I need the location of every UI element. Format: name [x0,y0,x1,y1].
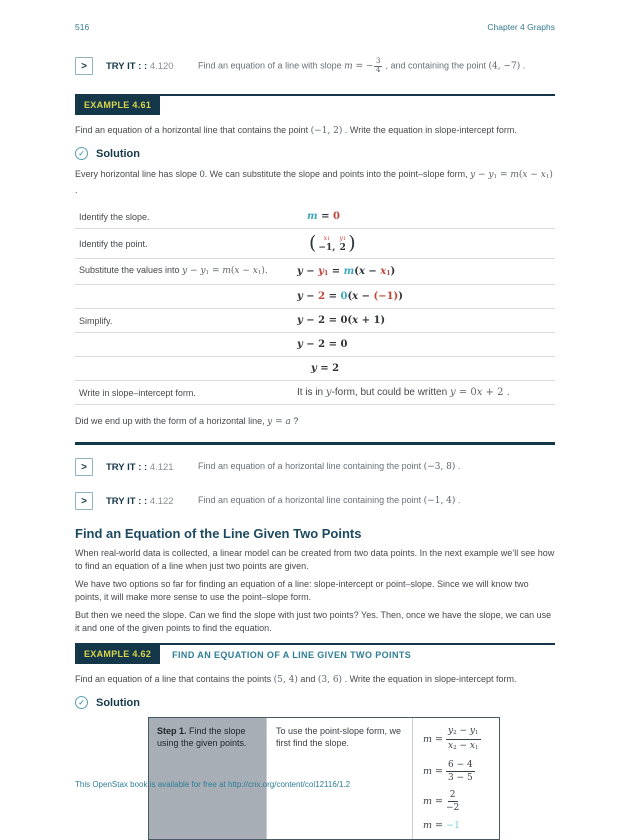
fraction: $\frac{6 - 4}{3 - 5}$ [448,760,473,783]
tryit-label: TRY IT : : [106,461,148,473]
page-header [75,22,555,32]
work-row-label: Substitute the values into y − y1 = m(x − x1). [79,265,268,276]
section-paragraphs [75,547,555,634]
step-label-bold: Step 1. [157,726,187,736]
chevron-glyph: > [81,461,87,473]
work-row-math: y − 2 = 0(x + 1) [297,315,386,326]
example-62-title: FIND AN EQUATION OF A LINE GIVEN TWO POINTS [172,649,412,660]
paragraph: But then we need the slope. Can we find the slope with just two points? Yes. Then, once we have the slope, we can use it and one of the given points to find the equation. [75,610,552,633]
work-table-row [75,357,555,381]
work-table-row [75,285,555,309]
section-heading: Find an Equation of the Line Given Two Points [75,526,362,541]
work-row-math [297,234,555,253]
chevron-glyph: > [81,60,87,72]
tryit-4-122[interactable] [75,491,555,511]
chevron-glyph: > [81,495,87,507]
work-table [75,205,555,405]
solution-label: Solution [96,696,140,709]
example-61-intro: Every horizontal line has slope 0. We can substitute the slope and points into the point–slope form, y − y1 = m(x − x1) . [75,169,553,195]
check-circle-icon [75,147,88,160]
step-math-cell [412,718,497,839]
step-math-line: m = −1 [423,820,461,831]
point-pair: ( x1 −1, y1 2 ) [309,232,356,254]
tryit-number: 4.120 [149,60,174,72]
chevron-right-icon[interactable] [75,458,93,476]
page-number: 516 [75,22,90,32]
solution-heading-61 [75,147,555,160]
tryit-heading [106,462,182,473]
work-row-label: Identify the slope. [79,211,150,222]
tryit-4-120[interactable] [75,56,555,76]
tryit-number: 4.121 [149,461,174,473]
inline-fraction: $\frac{3}{4}$ [375,57,381,74]
fraction: $\frac{2}{-2}$ [446,790,460,813]
work-table-row [75,259,555,285]
work-row-math: y − y1 = m(x − x1) [297,265,396,278]
solution-heading-62 [75,696,555,709]
fraction: $\frac{y2 - y1}{x2 - x1}$ [448,726,479,751]
paragraph: When real-world data is collected, a linear model can be created from two data points. In the next example we’ll see how to find an equation of a line when just two points are given. [75,548,555,571]
example-61-header [75,94,555,115]
footer-link[interactable]: This OpenStax book is available for free at http://cnx.org/content/col12116/1.2 [75,780,351,789]
tryit-number: 4.122 [149,495,174,507]
chevron-right-icon[interactable] [75,57,93,75]
tryit-4-121[interactable] [75,457,555,477]
work-row-math: y − 2 = 0 [297,339,348,350]
work-table-row [75,229,555,259]
work-table-row [75,381,555,405]
check-glyph: ✓ [78,698,85,707]
step-label-cell [149,718,266,839]
work-row-math: y = 2 [311,363,340,374]
work-row-math: m = 0 [307,211,340,222]
tryit-description: Find an equation of a horizontal line containing the point (−1, 4) . [198,495,461,506]
work-table-row [75,333,555,357]
example-62-badge: EXAMPLE 4.62 [75,645,160,664]
example-61-closing: Did we end up with the form of a horizontal line, y = a ? [75,416,299,427]
section-divider [75,442,555,445]
tryit-heading [106,61,182,72]
tryit-description: Find an equation of a horizontal line containing the point (−3, 8) . [198,461,461,472]
work-table-row [75,205,555,229]
step-math-line: m = $\frac{6 - 4}{3 - 5}$ [423,760,473,783]
work-table-row [75,309,555,333]
step-math-line: m = $\frac{2}{-2}$ [423,790,460,813]
step-explain-cell: To use the point-slope form, we first find the slope. [266,718,412,839]
example-61-badge: EXAMPLE 4.61 [75,96,160,115]
work-row-math: It is in y-form, but could be written y = 0x + 2 . [297,387,510,398]
paragraph: We have two options so far for finding an equation of a line: slope-intercept or point–slope. Since we will know two points, it will make more sense to use the point–slope form. [75,579,529,602]
step-table [148,717,500,840]
check-circle-icon [75,696,88,709]
chevron-right-icon[interactable] [75,492,93,510]
example-62-statement: Find an equation of a line that contains the points (5, 4) and (3, 6) . Write the equation in slope-intercept form. [75,674,517,685]
step-math-line: m = $\frac{y2 - y1}{x2 - x1}$ [423,726,479,751]
work-row-math: y − 2 = 0(x − (−1)) [297,291,404,302]
tryit-label: TRY IT : : [106,60,148,72]
tryit-description: Find an equation of a line with slope m = − $\frac{3}{4}$ , and containing the point (4, −7) . [198,57,526,74]
tryit-label: TRY IT : : [106,495,148,507]
work-row-label: Simplify. [79,315,113,326]
work-row-label: Identify the point. [79,238,148,249]
work-row-label: Write in slope–intercept form. [79,387,196,398]
tryit-heading [106,496,182,507]
example-61-statement: Find an equation of a horizontal line that contains the point (−1, 2) . Write the equation in slope-intercept form. [75,125,517,136]
step-label-rest: Find the slope using the given points. [157,726,247,748]
solution-label: Solution [96,147,140,160]
chapter-title: Chapter 4 Graphs [487,22,555,32]
check-glyph: ✓ [78,149,85,158]
example-62-header [75,643,555,664]
